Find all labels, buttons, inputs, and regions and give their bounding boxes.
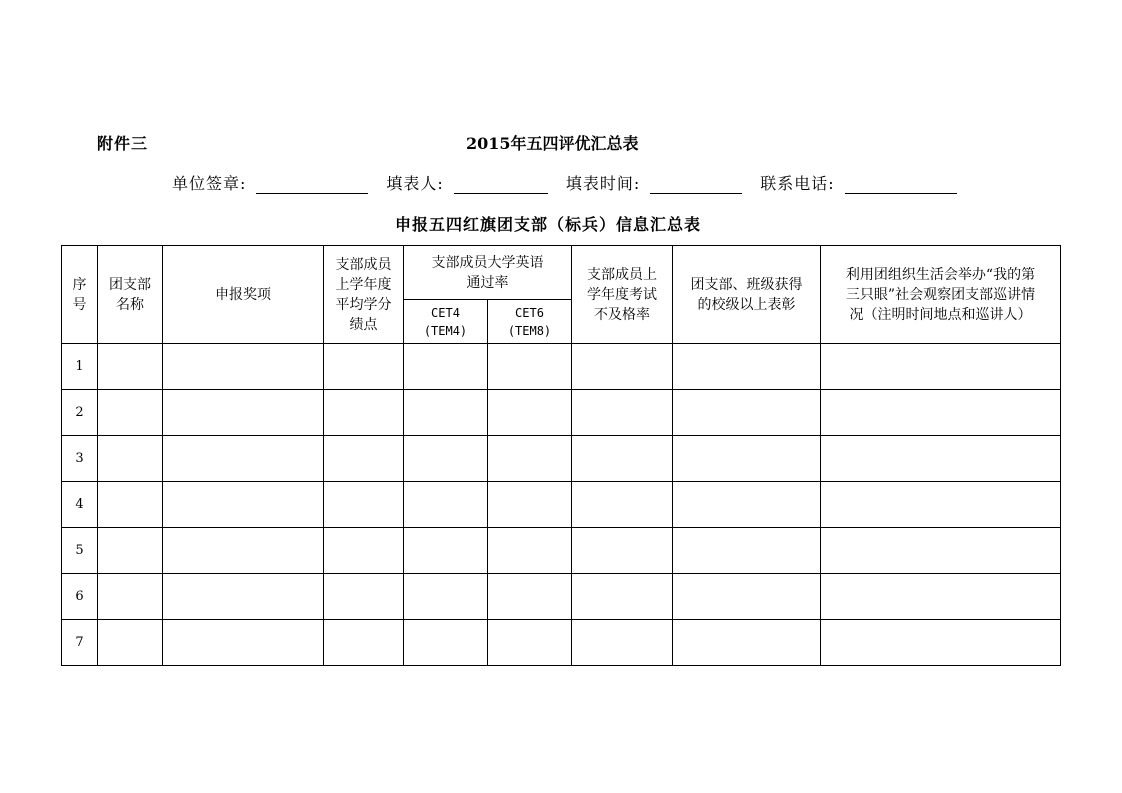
cell-fail-rate[interactable] — [572, 344, 673, 390]
row-number — [62, 574, 98, 620]
row-number-text: 5 — [75, 543, 84, 558]
table-title: 申报五四红旗团支部（标兵）信息汇总表 — [395, 215, 702, 234]
header-seq-line-1: 序 — [72, 276, 87, 293]
row-number — [62, 436, 98, 482]
cell-award[interactable] — [163, 436, 324, 482]
row-number-text: 7 — [75, 635, 84, 650]
unit-seal-label: 单位签章: — [172, 174, 247, 193]
header-branch-name — [98, 246, 163, 344]
row-number — [62, 482, 98, 528]
table-row — [62, 436, 1061, 482]
cell-cet6[interactable] — [488, 574, 572, 620]
header-fail-line-3: 不及格率 — [594, 306, 650, 323]
header-activity-line-1: 利用团组织生活会举办“我的第 — [845, 266, 1036, 283]
header-english-pass-rate — [404, 246, 572, 300]
row-number-text: 3 — [75, 451, 84, 466]
cell-activity[interactable] — [821, 436, 1061, 482]
table-row — [62, 390, 1061, 436]
cell-gpa[interactable] — [324, 574, 404, 620]
row-number-text: 2 — [75, 405, 84, 420]
cell-activity[interactable] — [821, 390, 1061, 436]
header-gpa-line-1: 支部成员 — [335, 256, 392, 273]
phone-blank[interactable] — [845, 177, 957, 194]
table-row — [62, 482, 1061, 528]
header-branch-line-1: 团支部 — [109, 276, 151, 293]
fill-date-label: 填表时间: — [565, 174, 641, 193]
cell-honors[interactable] — [673, 574, 821, 620]
cell-branch-name[interactable] — [98, 436, 163, 482]
cell-branch-name[interactable] — [98, 344, 163, 390]
header-award-text: 申报奖项 — [215, 286, 271, 303]
cell-activity[interactable] — [821, 574, 1061, 620]
unit-seal-blank[interactable] — [256, 177, 368, 194]
cell-activity[interactable] — [821, 482, 1061, 528]
header-row — [62, 246, 1061, 300]
cell-honors[interactable] — [673, 390, 821, 436]
appendix-label: 附件三 — [97, 134, 149, 153]
header-activity-line-3: 况（注明时间地点和巡讲人） — [849, 306, 1032, 323]
header-cet4 — [404, 300, 488, 344]
filler-label: 填表人: — [386, 174, 444, 193]
row-number-text: 1 — [75, 359, 84, 374]
filler-blank[interactable] — [454, 177, 548, 194]
header-branch-line-2: 名称 — [116, 296, 144, 313]
cell-gpa[interactable] — [324, 390, 404, 436]
fill-date-field — [566, 171, 760, 194]
cell-cet4[interactable] — [404, 528, 488, 574]
cell-branch-name[interactable] — [98, 528, 163, 574]
header-honors — [673, 246, 821, 344]
cell-cet4[interactable] — [404, 344, 488, 390]
cell-award[interactable] — [163, 344, 324, 390]
cell-cet6[interactable] — [488, 344, 572, 390]
table-row — [62, 528, 1061, 574]
cell-fail-rate[interactable] — [572, 482, 673, 528]
cell-gpa[interactable] — [324, 482, 404, 528]
cell-cet6[interactable] — [488, 436, 572, 482]
cell-gpa[interactable] — [324, 620, 404, 666]
cell-cet6[interactable] — [488, 620, 572, 666]
table-row — [62, 574, 1061, 620]
cell-cet4[interactable] — [404, 574, 488, 620]
cell-award[interactable] — [163, 390, 324, 436]
cell-cet4[interactable] — [404, 620, 488, 666]
header-award — [163, 246, 324, 344]
cell-cet4[interactable] — [404, 436, 488, 482]
cell-fail-rate[interactable] — [572, 620, 673, 666]
cell-cet6[interactable] — [488, 482, 572, 528]
cell-gpa[interactable] — [324, 436, 404, 482]
cell-cet6[interactable] — [488, 528, 572, 574]
cell-honors[interactable] — [673, 344, 821, 390]
header-fail-rate — [572, 246, 673, 344]
header-gpa — [324, 246, 404, 344]
header-cet4-line-1: CET4 — [431, 305, 460, 320]
cell-cet4[interactable] — [404, 482, 488, 528]
cell-activity[interactable] — [821, 528, 1061, 574]
cell-award[interactable] — [163, 574, 324, 620]
header-activity-line-2: 三只眼”社会观察团支部巡讲情 — [845, 286, 1036, 303]
header-fail-line-2: 学年度考试 — [587, 286, 657, 303]
fill-in-line — [172, 171, 957, 194]
header-honors-line-2: 的校级以上表彰 — [697, 296, 796, 313]
table-row — [62, 620, 1061, 666]
cell-award[interactable] — [163, 620, 324, 666]
row-number — [62, 344, 98, 390]
header-gpa-line-2: 上学年度 — [335, 276, 392, 293]
cell-honors[interactable] — [673, 620, 821, 666]
cell-award[interactable] — [163, 482, 324, 528]
cell-fail-rate[interactable] — [572, 390, 673, 436]
summary-table — [61, 245, 1061, 666]
cell-fail-rate[interactable] — [572, 436, 673, 482]
cell-award[interactable] — [163, 528, 324, 574]
header-cet4-line-2: (TEM4) — [423, 323, 468, 338]
header-cet6 — [488, 300, 572, 344]
row-number-text: 6 — [75, 589, 84, 604]
row-number — [62, 620, 98, 666]
row-number — [62, 528, 98, 574]
cell-fail-rate[interactable] — [572, 574, 673, 620]
cell-branch-name[interactable] — [98, 574, 163, 620]
header-seq-line-2: 号 — [72, 296, 87, 313]
row-number — [62, 390, 98, 436]
cell-honors[interactable] — [673, 436, 821, 482]
document-title: 2015年五四评优汇总表 — [466, 134, 639, 153]
cell-honors[interactable] — [673, 528, 821, 574]
header-cet6-line-1: CET6 — [515, 305, 544, 320]
cell-branch-name[interactable] — [98, 620, 163, 666]
cell-branch-name[interactable] — [98, 482, 163, 528]
phone-field — [760, 171, 956, 194]
cell-branch-name[interactable] — [98, 390, 163, 436]
header-cet6-line-2: (TEM8) — [507, 323, 552, 338]
phone-label: 联系电话: — [760, 174, 835, 193]
unit-seal-field — [172, 171, 386, 194]
header-honors-line-1: 团支部、班级获得 — [690, 276, 803, 293]
cell-cet4[interactable] — [404, 390, 488, 436]
fill-date-blank[interactable] — [650, 177, 742, 194]
cell-activity[interactable] — [821, 620, 1061, 666]
header-english-line-2: 通过率 — [466, 274, 509, 291]
header-seq — [62, 246, 98, 344]
header-fail-line-1: 支部成员上 — [587, 266, 657, 283]
cell-gpa[interactable] — [324, 344, 404, 390]
cell-gpa[interactable] — [324, 528, 404, 574]
cell-fail-rate[interactable] — [572, 528, 673, 574]
cell-honors[interactable] — [673, 482, 821, 528]
header-english-line-1: 支部成员大学英语 — [431, 254, 544, 271]
header-gpa-line-4: 绩点 — [349, 316, 378, 333]
table-row — [62, 344, 1061, 390]
cell-activity[interactable] — [821, 344, 1061, 390]
row-number-text: 4 — [75, 497, 84, 512]
cell-cet6[interactable] — [488, 390, 572, 436]
header-gpa-line-3: 平均学分 — [335, 296, 392, 313]
header-activity — [821, 246, 1061, 344]
filler-field — [386, 171, 565, 194]
